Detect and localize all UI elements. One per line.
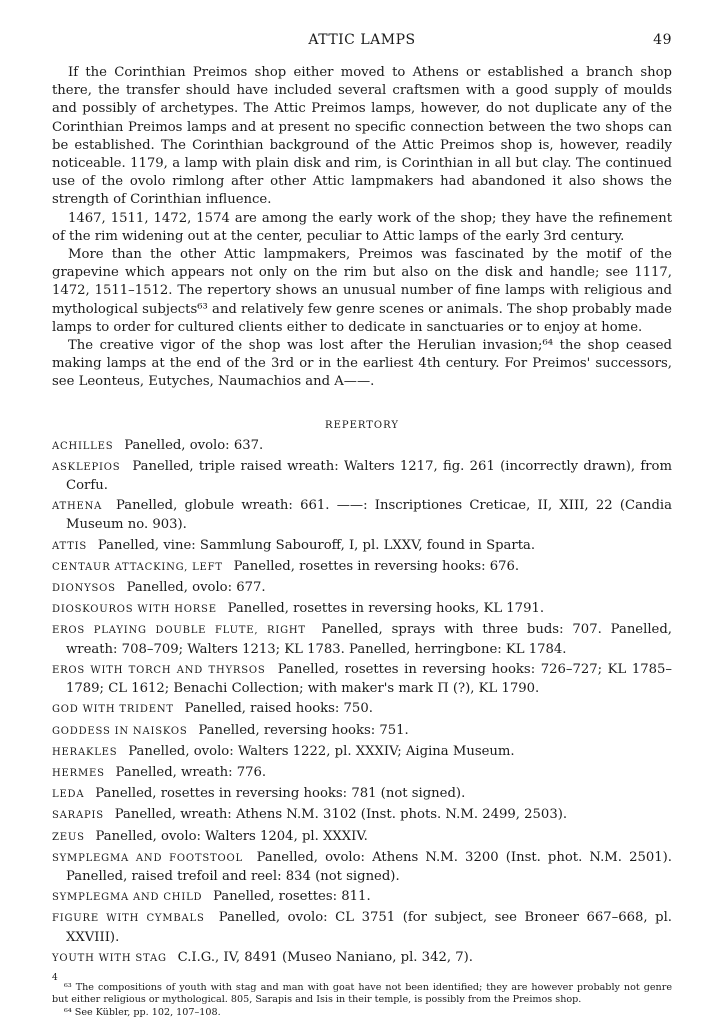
running-header	[52, 32, 672, 54]
repertory-entry	[52, 785, 672, 804]
repertory-entry	[52, 621, 672, 658]
repertory-entry	[52, 888, 672, 907]
entry-subject: ACHILLES	[52, 440, 114, 452]
repertory-list	[52, 437, 672, 968]
entry-subject: SYMPLEGMA AND CHILD	[52, 892, 203, 904]
entry-description: Panelled, ovolo: Walters 1204, pl. XXXIV.	[95, 828, 368, 844]
repertory-entry	[52, 722, 672, 741]
entry-description: Panelled, triple raised wreath: Walters 1217, fig. 261 (incorrectly drawn), from Corfu.	[66, 458, 672, 494]
entry-description: Panelled, ovolo: 677.	[126, 580, 266, 596]
signature-mark: 4	[52, 973, 58, 983]
repertory-entry	[52, 600, 672, 619]
repertory-heading: REPERTORY	[325, 419, 399, 431]
entry-description: Panelled, rosettes in reversing hooks: 726–727; KL 1785–1789; CL 1612; Benachi Collection; with maker's mark Π (?), KL 1790.	[66, 661, 672, 697]
entry-description: Panelled, ovolo: Walters 1222, pl. XXXIV; Aigina Museum.	[128, 743, 515, 759]
repertory-entry	[52, 949, 672, 968]
entry-description: Panelled, sprays with three buds: 707. Panelled, wreath: 708–709; Walters 1213; KL 1783. Panelled, herringbone: KL 1784.	[66, 622, 672, 657]
paragraph: More than the other Attic lampmakers, Preimos was fascinated by the motif of the grapevine which appears not only on the rim but also on the disk and handle; see 1117, 1472, 1511–1512. The repertory shows an unusual number of fine lamps with religious and mythological subjects⁶³ and relatively few genre scenes or animals. The shop probably made lamps to order for cultured clients either to dedicate in sanctuaries or to enjoy at home.	[52, 247, 672, 335]
entry-subject: SARAPIS	[52, 810, 104, 822]
entry-subject: CENTAUR ATTACKING, LEFT	[52, 561, 223, 573]
entry-subject: LEDA	[52, 789, 85, 801]
repertory-entry	[52, 700, 672, 719]
entry-description: Panelled, globule wreath: 661. ——: Inscriptiones Creticae, II, XIII, 22 (Candia Museum no. 903).	[66, 498, 672, 533]
footnotes	[52, 982, 672, 1019]
footnote: ⁶⁴ See Kübler, pp. 102, 107–108.	[64, 1006, 221, 1018]
entry-description: Panelled, ovolo: CL 3751 (for subject, see Broneer 667–668, pl. XXVIII).	[66, 910, 672, 945]
repertory-entry	[52, 497, 672, 534]
entry-description: Panelled, ovolo: 637.	[124, 437, 264, 453]
entry-subject: GODDESS IN NAISKOS	[52, 725, 188, 737]
repertory-entry	[52, 828, 672, 847]
entry-description: Panelled, wreath: Athens N.M. 3102 (Inst. phots. N.M. 2499, 2503).	[114, 807, 568, 823]
entry-subject: DIOSKOUROS WITH HORSE	[52, 604, 217, 616]
paragraph: The creative vigor of the shop was lost after the Herulian invasion;⁶⁴ the shop ceased making lamps at the end of the 3rd or in the earliest 4th century. For Preimos' successors, see Leonteus, Eutyches, Naumachios and A——.	[52, 338, 672, 390]
entry-subject: GOD WITH TRIDENT	[52, 704, 174, 716]
repertory-entry	[52, 743, 672, 762]
entry-subject: YOUTH WITH STAG	[52, 952, 167, 964]
page	[52, 32, 672, 1020]
entry-description: Panelled, rosettes in reversing hooks: 676.	[233, 558, 520, 574]
entry-description: Panelled, reversing hooks: 751.	[198, 722, 409, 738]
entry-subject: ZEUS	[52, 831, 85, 843]
repertory-entry	[52, 806, 672, 825]
entry-subject: EROS WITH TORCH AND THYRSOS	[52, 664, 266, 676]
paragraph: If the Corinthian Preimos shop either moved to Athens or established a branch shop there, the transfer should have included several craftsmen with a good supply of moulds and possibly of archetypes. The Attic Preimos lamps, however, do not duplicate any of the Corinthian Preimos lamps and at present no specific connection between the two shops can be established. The Corinthian background of the Attic Preimos shop is, however, readily noticeable. 1179, a lamp with plain disk and rim, is Corinthian in all but clay. The continued use of the ovolo rimlong after other Attic lampmakers had abandoned it also shows the strength of Corinthian influence.	[52, 65, 672, 208]
entry-description: C.I.G., IV, 8491 (Museo Naniano, pl. 342, 7).	[177, 949, 473, 965]
entry-subject: HERMES	[52, 767, 105, 779]
entry-description: Panelled, raised hooks: 750.	[184, 701, 373, 717]
repertory-entry	[52, 579, 672, 598]
entry-subject: ATTIS	[52, 540, 88, 552]
entry-description: Panelled, rosettes: 811.	[213, 889, 371, 905]
entry-description: Panelled, ovolo: Athens N.M. 3200 (Inst. phot. N.M. 2501). Panelled, raised trefoil and reel: 834 (not signed).	[66, 849, 672, 884]
entry-subject: DIONYSOS	[52, 583, 116, 595]
entry-subject: FIGURE WITH CYMBALS	[52, 913, 205, 925]
repertory-entry	[52, 764, 672, 783]
entry-subject: ATHENA	[52, 501, 103, 513]
entry-subject: ASKLEPIOS	[52, 461, 121, 473]
footnote: ⁶³ The compositions of youth with stag and man with goat have not been identified; they are however probably not genre but either religious or mythological. 805, Sarapis and Isis in their temple, is possibly from the Preimos shop.	[52, 981, 672, 1005]
entry-description: Panelled, wreath: 776.	[115, 764, 267, 780]
paragraph: 1467, 1511, 1472, 1574 are among the early work of the shop; they have the refinement of the rim widening out at the center, peculiar to Attic lamps of the early 3rd century.	[52, 210, 672, 244]
body-text	[52, 64, 672, 392]
entry-subject: SYMPLEGMA AND FOOTSTOOL	[52, 852, 243, 864]
repertory-entry	[52, 437, 672, 456]
repertory-entry	[52, 849, 672, 886]
repertory-entry	[52, 458, 672, 495]
repertory-entry	[52, 909, 672, 946]
entry-subject: HERAKLES	[52, 746, 118, 758]
entry-description: Panelled, vine: Sammlung Sabouroff, I, pl. LXXV, found in Sparta.	[97, 537, 536, 553]
repertory-entry	[52, 558, 672, 577]
repertory-entry	[52, 537, 672, 556]
entry-description: Panelled, rosettes in reversing hooks, KL 1791.	[227, 601, 545, 617]
running-title: ATTIC LAMPS	[308, 32, 416, 48]
entry-subject: EROS PLAYING DOUBLE FLUTE, RIGHT	[52, 625, 306, 637]
page-number: 49	[653, 32, 672, 48]
repertory-entry	[52, 661, 672, 698]
entry-description: Panelled, rosettes in reversing hooks: 781 (not signed).	[95, 786, 466, 802]
